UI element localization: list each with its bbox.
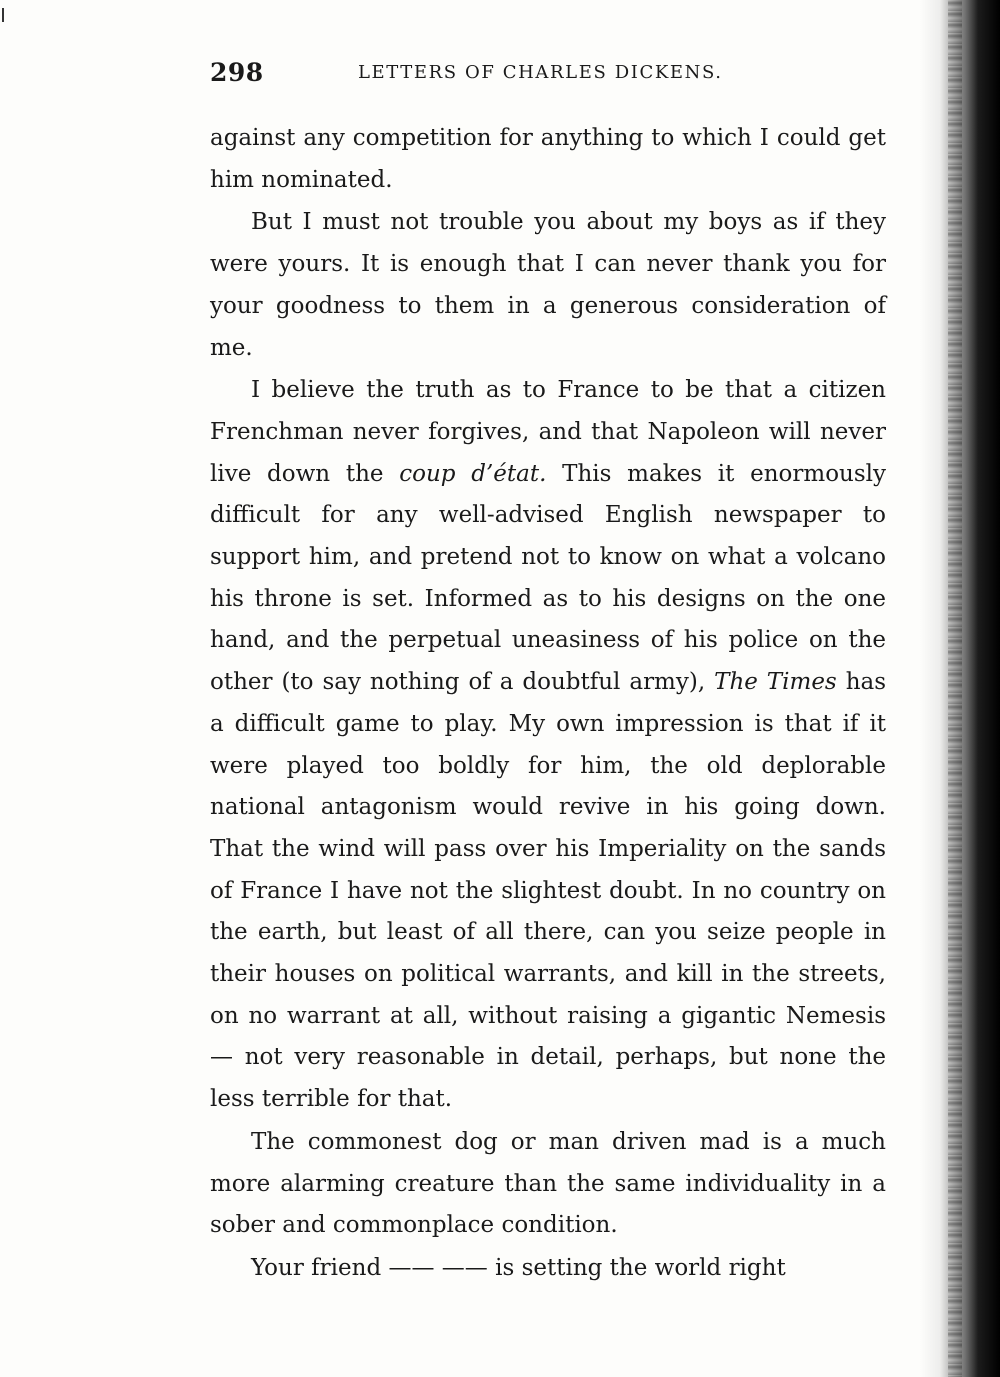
paragraph-3-text-e: has a difficult game to play. My own impression is that if it were played too boldly for him, the old deplorable national antagonism would revive in his going down. That the wind will pass over his Imperiality on the sands of France I have not the slightest doubt. In no country on the earth, but least of all there, can you seize people in their houses on political warrants, and kill in the streets, on no warrant at all, without raising a gigantic Nemesis— not very reasonable in detail, perhaps, but none the less terrible for that.	[210, 669, 887, 1113]
paragraph-4: The commonest dog or man driven mad is a much more alarming creature than the same individuality in a sober and commonplace condition.	[210, 1128, 886, 1239]
paragraph-2: But I must not trouble you about my boys as if they were yours. It is enough that I can never thank you for your goodness to them in a generous consideration of me.	[210, 209, 886, 361]
page-header	[210, 58, 890, 92]
paragraph-3	[210, 370, 886, 1121]
paragraph-5: Your friend —— —— is setting the world right	[251, 1254, 786, 1281]
paragraph-3-italic-times: The Times	[714, 669, 837, 696]
paragraph-3-italic-coup: coup d’état.	[399, 460, 547, 487]
page-edge-speckle	[948, 0, 962, 1377]
page-number: 298	[210, 58, 264, 87]
paragraph-1: against any competition for anything to which I could get him nominated.	[210, 125, 886, 193]
running-head: LETTERS OF CHARLES DICKENS.	[358, 62, 723, 83]
scan-mark	[2, 8, 4, 22]
paragraph-3-text-a: I believe the truth as to France to be that a citizen Frenchman never forgives, and that Napoleon will never live down the	[210, 377, 886, 487]
paragraph-3-text-c: This makes it enormously difficult for any well-advised English newspaper to support him, and pretend not to know on what a volcano his throne is set. Informed as to his designs on the one hand, and the perpetual uneasiness of his police on the other (to say nothing of a doubtful army),	[210, 460, 887, 696]
page-body	[210, 118, 886, 1290]
